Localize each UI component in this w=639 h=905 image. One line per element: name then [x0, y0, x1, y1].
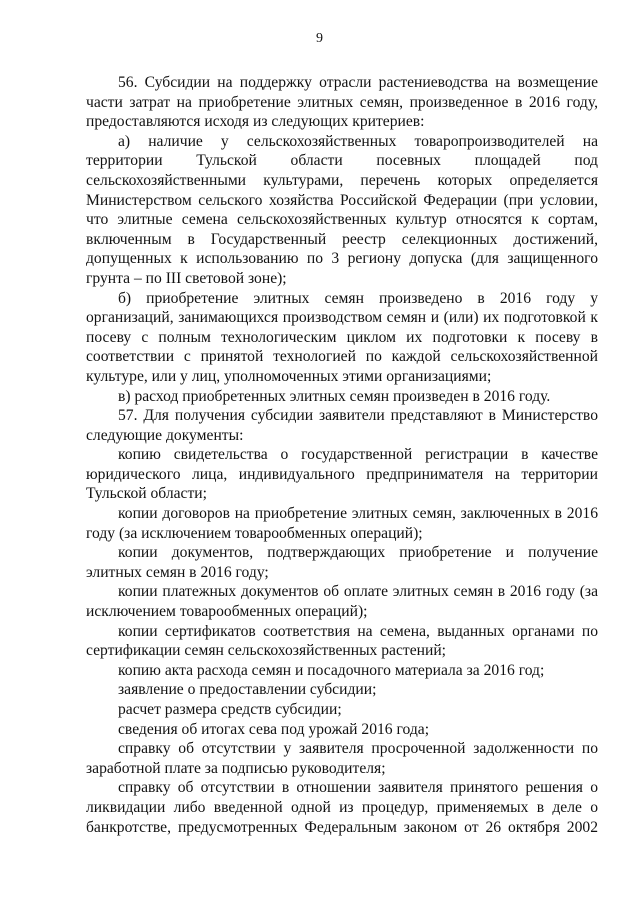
document-item: расчет размера средств субсидии; [118, 701, 342, 718]
paragraph-56: 56. Субсидии на поддержку отрасли растениеводства на возмещение части затрат на приобретение элитных семян, произведенное в 2016 году, предоставляются исходя из следующих критериев: [86, 74, 598, 131]
document-item: копию акта расхода семян и посадочного материала за 2016 год; [118, 661, 545, 679]
document-item: копии договоров на приобретение элитных семян, заключенных в 2016 году (за исключением товарообменных операций); [86, 505, 598, 542]
document-item: сведения об итогах сева под урожай 2016 года; [118, 720, 430, 738]
paragraph-57: 57. Для получения субсидии заявители представляют в Министерство следующие документы: [86, 407, 598, 444]
criterion-b: б) приобретение элитных семян произведено в 2016 году у организаций, занимающихся производством семян и (или) их подготовкой к посеву с полным технологическим циклом их подготовки к посеву в соответствии с принятой технологией по каждой сельскохозяйственной культуре, или у лиц, уполномоченных этими организациями; [86, 289, 598, 385]
document-item: справку об отсутствии в отношении заявителя принятого решения о ликвидации либо введенной одной из процедур, применяемых в деле о банкротстве, предусмотренных Федеральным законом от 26 октября 2002 [86, 779, 598, 836]
document-item: копии сертификатов соответствия на семена, выданных органами по сертификации семян сельскохозяйственных растений; [86, 622, 598, 660]
document-item: копии платежных документов об оплате элитных семян в 2016 году (за исключением товарообменных операций); [86, 583, 598, 621]
document-item: копию свидетельства о государственной регистрации в качестве юридического лица, индивидуального предпринимателя на территории Тульской области; [86, 446, 598, 503]
document-item: справку об отсутствии у заявителя просроченной задолженности по заработной плате за подписью руководителя; [86, 740, 598, 777]
page-number: 9 [316, 31, 323, 46]
criterion-a: а) наличие у сельскохозяйственных товаропроизводителей на территории Тульской области посевных площадей под сельскохозяйственными культурами, перечень которых определяется Министерством сельского хозяйства Российской Федерации (при условии, что элитные семена сельскохозяйственных культур относятся к сортам, включенным в Государственный реестр селекционных достижений, допущенных к использованию по 3 региону допуска (для защищенного грунта – по III световой зоне); [86, 132, 598, 287]
document-item: заявление о предоставлении субсидии; [118, 681, 377, 699]
criterion-c: в) расход приобретенных элитных семян произведен в 2016 году. [118, 387, 551, 405]
document-body [86, 73, 598, 837]
document-item: копии документов, подтверждающих приобретение и получение элитных семян в 2016 году; [86, 544, 598, 581]
